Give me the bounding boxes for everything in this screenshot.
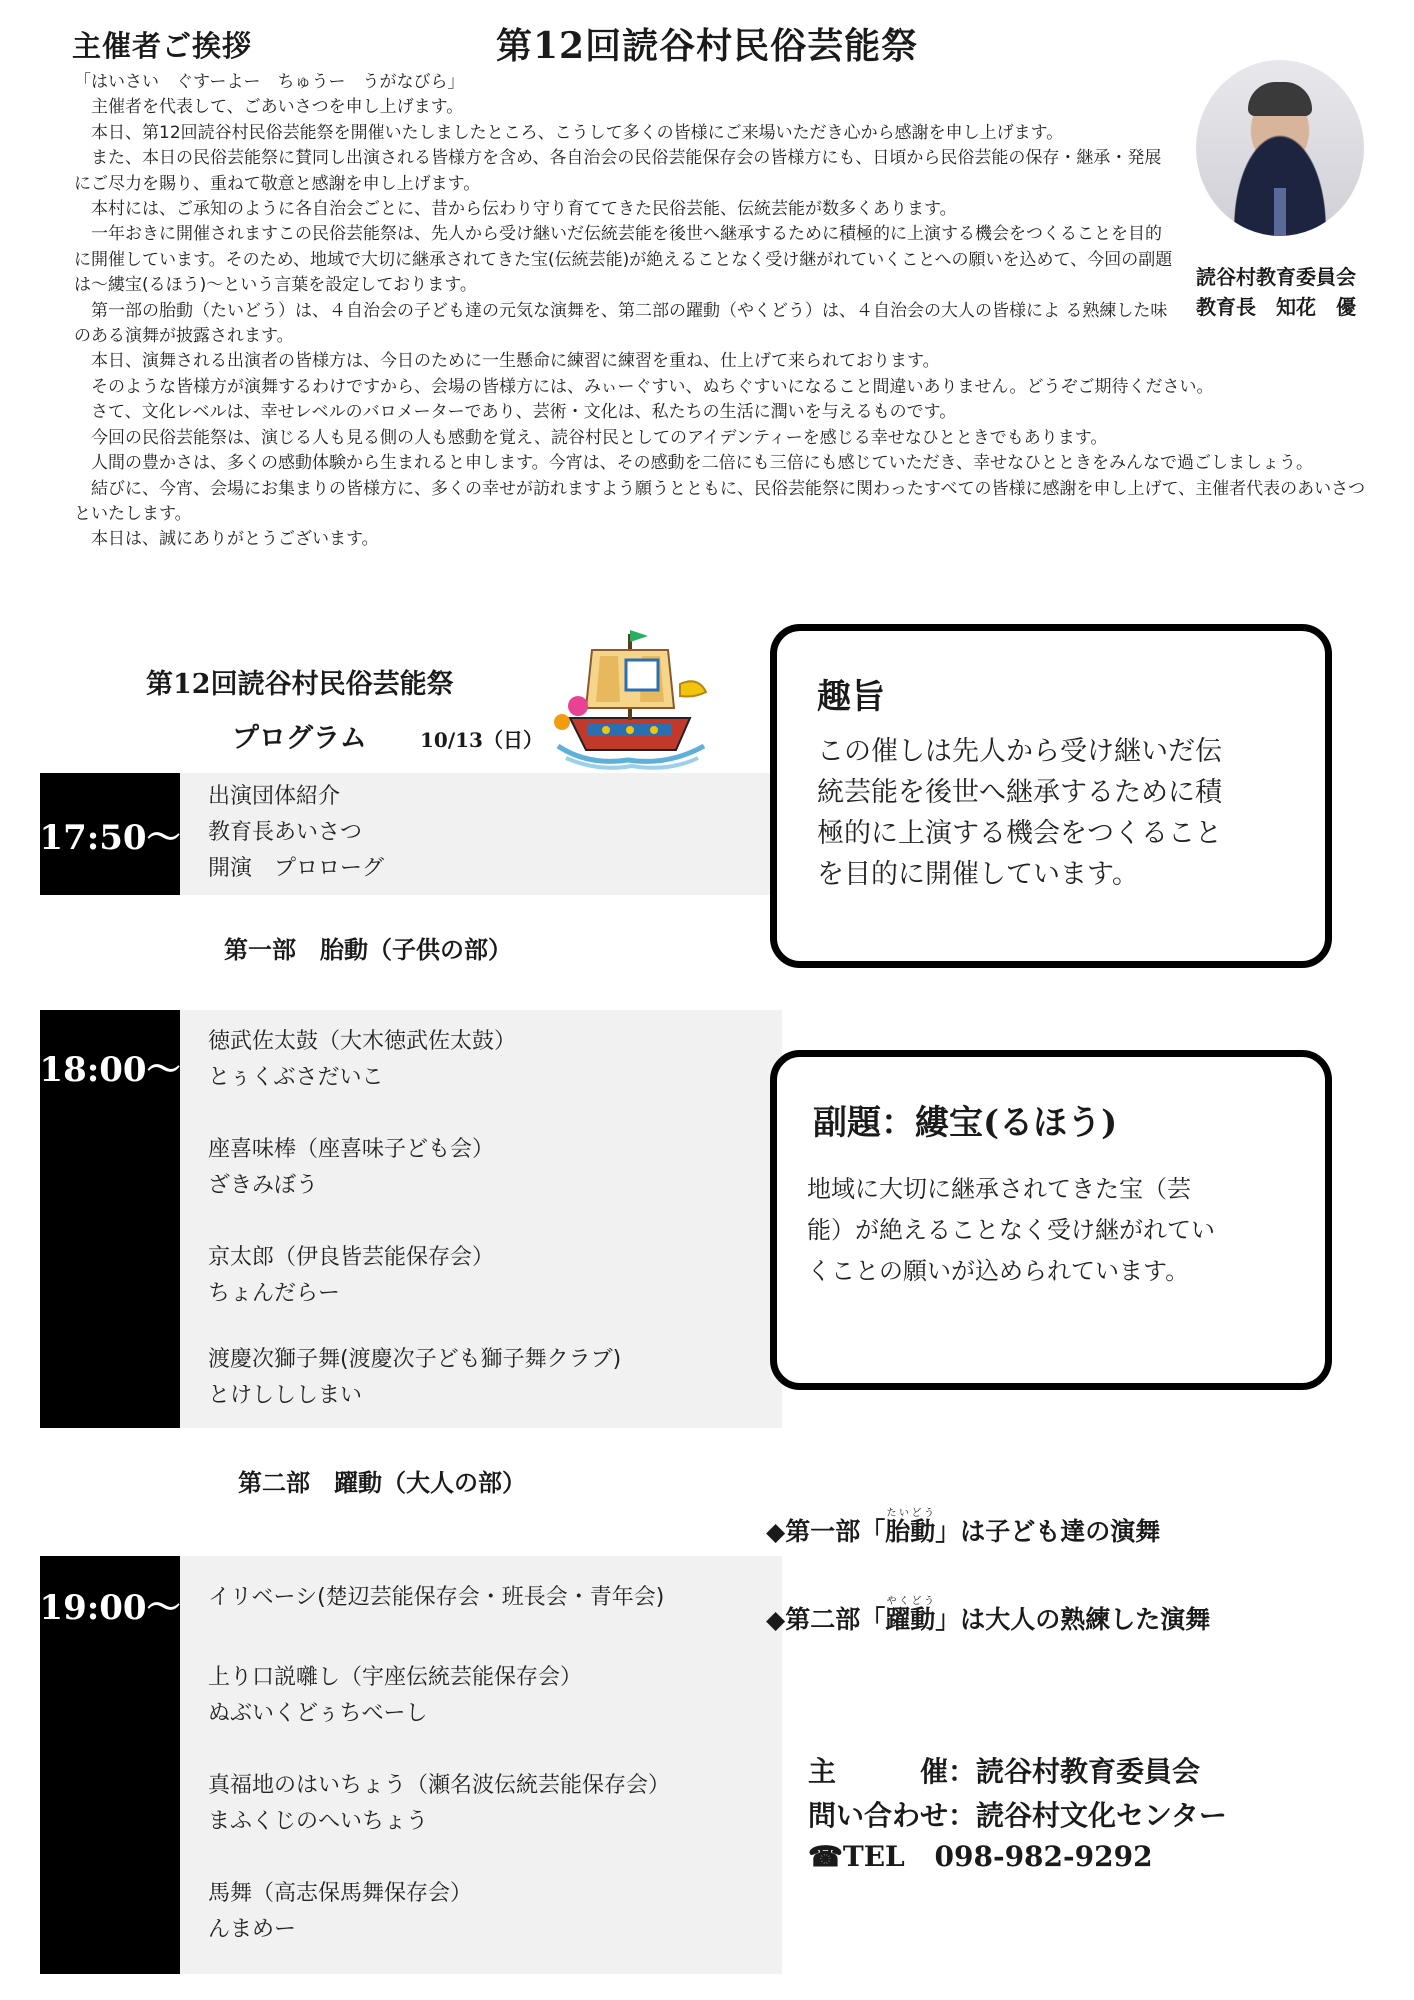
time-label xyxy=(40,1556,180,1974)
program-title: 第12回読谷村民俗芸能祭 xyxy=(146,669,454,700)
list-item: 教育長あいさつ xyxy=(208,820,363,845)
performance-name: 馬舞（高志保馬舞保存会） xyxy=(208,1881,473,1906)
greeting-paragraph: 人間の豊かさは、多くの感動体験から生まれると申します。今宵は、その感動を二倍にも三倍にも感じていただき、幸せなひとときをみんなで過ごしましょう。 xyxy=(74,453,1313,474)
purpose-text xyxy=(817,731,1222,895)
subtitle-text xyxy=(807,1169,1215,1292)
purpose-line: 極的に上演する機会をつくること xyxy=(817,818,1222,849)
list-item: 開演 プロローグ xyxy=(208,856,385,881)
list-item xyxy=(208,1132,782,1204)
signer xyxy=(1196,262,1356,322)
program-subtitle: プログラム xyxy=(232,723,367,754)
inquiry-name: 読谷村文化センター xyxy=(976,1799,1227,1832)
opening-slot xyxy=(40,773,782,895)
part2-heading: 第二部 躍動（大人の部） xyxy=(238,1469,526,1497)
purpose-line: 統芸能を後世へ継承するために積 xyxy=(817,777,1222,808)
subtitle-box xyxy=(770,1050,1332,1390)
list-item xyxy=(208,1660,782,1732)
phone-icon: ☎TEL xyxy=(808,1840,905,1873)
organizer-line: 主 催：読谷村教育委員会 xyxy=(808,1755,1201,1788)
signer-name: 教育長 知花 優 xyxy=(1196,295,1356,319)
greeting-paragraph: 本日は、誠にありがとうございます。 xyxy=(74,529,379,550)
opening-time: 17:50〜 xyxy=(39,817,181,858)
greeting-paragraph: 本日、演舞される出演者の皆様方は、今日のために一生懸命に練習に練習を重ね、仕上げて来られております。 xyxy=(74,351,940,372)
organizer-name: 読谷村教育委員会 xyxy=(976,1755,1201,1788)
subtitle-line: 地域に大切に継承されてきた宝（芸 xyxy=(807,1175,1191,1203)
list-item xyxy=(208,1768,782,1840)
part2-time: 19:00〜 xyxy=(39,1588,181,1628)
program-date: 10/13（日） xyxy=(420,728,543,752)
greeting-heading: 主催者ご挨拶 xyxy=(72,29,253,63)
part1-slot xyxy=(40,1010,782,1428)
greeting-paragraph: 主催者を代表して、ごあいさつを申し上げます。 xyxy=(74,97,464,118)
tel-line xyxy=(808,1840,1153,1873)
performance-name: 上り口説囃し（宇座伝統芸能保存会） xyxy=(208,1665,583,1690)
performance-reading: ざきみぼう xyxy=(208,1173,319,1198)
greeting-paragraph: 今回の民俗芸能祭は、演じる人も見る側の人も感動を覚え、読谷村民としてのアイデンティーを感じる幸せなひとときでもあります。 xyxy=(74,427,1108,448)
inquiry-line: 問い合わせ：読谷村文化センター xyxy=(808,1799,1227,1832)
part2-note: ◆第二部「躍動やくどう」は大人の熟練した演舞 xyxy=(766,1596,1211,1634)
greeting-paragraph: また、本日の民俗芸能祭に賛同し出演される皆様方を含め、各自治会の民俗芸能保存会の皆様方にも、日頃から民俗芸能の保存・継承・発展にご尽力を賜り、重ねて敬意と感謝を申し上げます。 xyxy=(74,148,1162,194)
list-item xyxy=(208,1876,782,1948)
list-item xyxy=(208,1240,782,1312)
subtitle-heading: 副題：縷宝(るほう) xyxy=(813,1103,1118,1143)
performance-name: イリベーシ(楚辺芸能保存会・班長会・青年会) xyxy=(208,1585,665,1610)
greeting-paragraph: 一年おきに開催されますこの民俗芸能祭は、先人から受け継いだ伝統芸能を後世へ継承するために積極的に上演する機会をつくることを目的に開催しています。そのため、地域で大切に継承されてきた宝(伝統芸能)が絶えることなく受け継がれていくことへの願いを込めて、今回の副題は〜縷宝(るほう)〜という言葉を設定しております。 xyxy=(74,224,1173,296)
performance-name: 徳武佐太鼓（大木徳武佐太鼓） xyxy=(208,1029,517,1054)
performance-reading: とぅくぶさだいこ xyxy=(208,1065,384,1090)
subtitle-line: 能）が絶えることなく受け継がれてい xyxy=(807,1216,1215,1244)
purpose-box xyxy=(770,624,1332,968)
purpose-line: を目的に開催しています。 xyxy=(817,859,1139,890)
part1-heading: 第一部 胎動（子供の部） xyxy=(224,936,512,964)
signer-org: 読谷村教育委員会 xyxy=(1196,265,1356,289)
list-item: 出演団体紹介 xyxy=(208,784,341,809)
greeting-paragraph: 第一部の胎動（たいどう）は、４自治会の子ども達の元気な演舞を、第二部の躍動（やくどう）は、４自治会の大人の皆様によ る熟練した味のある演舞が披露されます。 xyxy=(74,300,1168,347)
list-item xyxy=(208,1024,782,1096)
performance-reading: まふくじのへいちょう xyxy=(208,1809,429,1834)
performance-reading: とけしししまい xyxy=(208,1383,363,1408)
performance-reading: ぬぶいくどぅちべーし xyxy=(208,1701,428,1726)
performance-reading: ちょんだらー xyxy=(208,1281,341,1306)
part2-slot xyxy=(40,1556,782,1974)
performance-name: 渡慶次獅子舞(渡慶次子ども獅子舞クラブ) xyxy=(208,1347,622,1372)
superintendent-photo xyxy=(1196,60,1364,236)
list-item xyxy=(208,1580,782,1616)
performance-reading: んまめー xyxy=(208,1917,297,1942)
purpose-line: この催しは先人から受け継いだ伝 xyxy=(817,736,1222,767)
purpose-heading: 趣旨 xyxy=(817,677,885,717)
performance-name: 真福地のはいちょう（瀬名波伝統芸能保存会） xyxy=(208,1773,671,1798)
list-item xyxy=(208,1342,782,1414)
tel-number[interactable]: 098-982-9292 xyxy=(934,1840,1153,1873)
part1-note: ◆第一部「胎動たいどう」は子ども達の演舞 xyxy=(766,1508,1161,1546)
subtitle-line: くことの願いが込められています。 xyxy=(807,1257,1190,1285)
greeting-body xyxy=(74,70,1374,553)
time-label xyxy=(40,773,180,895)
part2-items xyxy=(208,1580,782,1948)
performance-name: 座喜味棒（座喜味子ども会） xyxy=(208,1137,495,1162)
greeting-paragraph: そのような皆様方が演舞するわけですから、会場の皆様方には、みぃーぐすい、ぬちぐすいになること間違いありません。どうぞご期待ください。 xyxy=(74,376,1214,397)
part1-items xyxy=(208,1024,782,1414)
greeting-paragraph: さて、文化レベルは、幸せレベルのバロメーターであり、芸術・文化は、私たちの生活に潤いを与えるものです。 xyxy=(74,402,957,423)
page-title: 第12回読谷村民俗芸能祭 xyxy=(496,25,919,67)
opening-items xyxy=(208,779,782,887)
greeting-paragraph: 本日、第12回読谷村民俗芸能祭を開催いたしましたところ、こうして多くの皆様にご来場いただき心から感謝を申し上げます。 xyxy=(74,122,1064,143)
performance-name: 京太郎（伊良皆芸能保存会） xyxy=(208,1245,495,1270)
greeting-paragraph: 本村には、ご承知のように各自治会ごとに、昔から伝わり守り育ててきた民俗芸能、伝統芸能が数多くあります。 xyxy=(74,199,957,220)
treasure-ship-icon xyxy=(548,626,714,772)
greeting-paragraph: 結びに、今宵、会場にお集まりの皆様方に、多くの幸せが訪れますよう願うとともに、民俗芸能祭に関わったすべての皆様に感謝を申し上げて、主催者代表のあいさつといたします。 xyxy=(74,478,1366,524)
greeting-paragraph: 「はいさい ぐすーよー ちゅうー うがなびら」 xyxy=(74,72,465,92)
time-label xyxy=(40,1010,180,1428)
part1-time: 18:00〜 xyxy=(39,1050,181,1090)
